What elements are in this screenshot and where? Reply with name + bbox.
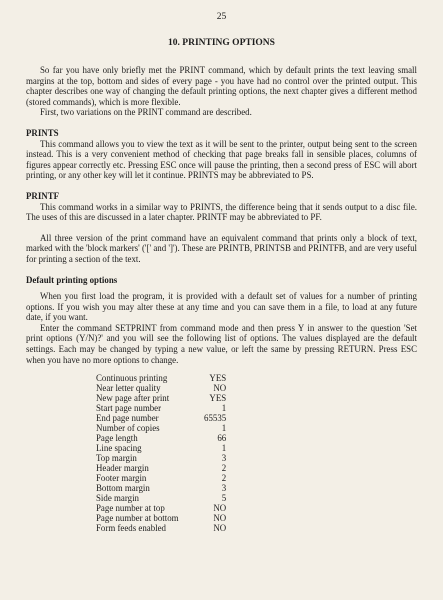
option-value: 2 xyxy=(221,463,227,474)
option-row xyxy=(96,423,226,433)
option-row xyxy=(96,503,226,513)
block-print-paragraph: All three version of the print command have an equivalent command that prints only a block of text, marked with the 'block markers' ('[' and ']'). These are PRINTB, PRINTSB and PRINTFB, and are very useful for printing a section of the text. xyxy=(26,232,417,264)
option-label: Top margin xyxy=(96,453,137,464)
option-row xyxy=(96,453,226,463)
option-label: Form feeds enabled xyxy=(96,523,166,534)
option-value: 1 xyxy=(221,443,227,454)
intro-paragraph: So far you have only briefly met the PRINT command, which by default prints the text leaving small margins at the top, bottom and sides of every page - you have had no control over the printed output. This chapter describes one way of changing the default printing options, the next chapter gives a different method (stored commands), which is more flexible. xyxy=(26,65,417,107)
option-label: Bottom margin xyxy=(96,483,150,494)
option-row xyxy=(96,523,226,533)
option-label: Continuous printing xyxy=(96,373,168,384)
option-row xyxy=(96,463,226,473)
option-value: YES xyxy=(209,393,227,404)
option-label: Header margin xyxy=(96,463,149,474)
print-options-table xyxy=(96,373,226,533)
option-row xyxy=(96,433,226,443)
option-label: Footer margin xyxy=(96,473,147,484)
option-label: Side margin xyxy=(96,493,139,504)
option-label: Line spacing xyxy=(96,443,142,454)
option-value: 3 xyxy=(221,453,227,464)
defaults-paragraph: When you first load the program, it is provided with a default set of values for a number of printing options. If you wish you may alter these at any time and you can save them in a file, to load at any future date, if you want. xyxy=(26,291,417,323)
prints-paragraph: This command allows you to view the text as it will be sent to the printer, output being sent to the screen instead. This is a very convenient method of checking that page breaks fall in sensible places, columns of figures appear correctly etc. Pressing ESC once will pause the printing, then a second press of ESC will abort printing, or any other key will let it continue. PRINTS may be abbreviated to PS. xyxy=(26,138,417,181)
option-row xyxy=(96,383,226,393)
option-label: Near letter quality xyxy=(96,383,161,394)
setprint-paragraph: Enter the command SETPRINT from command mode and then press Y in answer to the question 'Set print options (Y/N)?' and you will see the following list of options. The values displayed are the default settings. Each may be changed by typing a new value, or left the same by pressing RETURN. Press ESC when you have no more options to change. xyxy=(26,322,417,365)
option-row xyxy=(96,493,226,503)
option-value: 2 xyxy=(221,473,227,484)
option-value: NO xyxy=(213,523,227,534)
option-row xyxy=(96,393,226,403)
printf-paragraph: This command works in a similar way to PRINTS, the difference being that it sends output to a disc file. The uses of this are discussed in a later chapter. PRINTF may be abbreviated to PF. xyxy=(26,201,417,223)
printf-heading: PRINTF xyxy=(26,190,60,201)
option-label: Start page number xyxy=(96,403,162,414)
option-label: Page number at top xyxy=(96,503,165,514)
option-value: 3 xyxy=(221,483,227,494)
option-row xyxy=(96,403,226,413)
option-value: NO xyxy=(213,383,227,394)
chapter-title: 10. PRINTING OPTIONS xyxy=(168,38,275,48)
option-label: New page after print xyxy=(96,393,170,404)
option-row xyxy=(96,513,226,523)
prints-heading: PRINTS xyxy=(26,127,59,138)
option-label: Page length xyxy=(96,433,138,444)
option-value: 66 xyxy=(217,433,227,444)
option-value: 1 xyxy=(221,403,227,414)
option-value: 1 xyxy=(221,423,227,434)
option-label: Page number at bottom xyxy=(96,513,179,524)
option-value: NO xyxy=(213,503,227,514)
option-value: NO xyxy=(213,513,227,524)
option-row xyxy=(96,413,226,423)
option-value: 5 xyxy=(221,493,227,504)
intro-paragraph-2: First, two variations on the PRINT command are described. xyxy=(40,107,252,118)
option-label: End page number xyxy=(96,413,159,424)
default-options-heading: Default printing options xyxy=(26,274,118,285)
option-row xyxy=(96,473,226,483)
option-value: YES xyxy=(209,373,227,384)
page-number: 25 xyxy=(216,12,227,22)
option-value: 65535 xyxy=(204,413,227,424)
option-row xyxy=(96,483,226,493)
option-label: Number of copies xyxy=(96,423,160,434)
option-row xyxy=(96,373,226,383)
option-row xyxy=(96,443,226,453)
